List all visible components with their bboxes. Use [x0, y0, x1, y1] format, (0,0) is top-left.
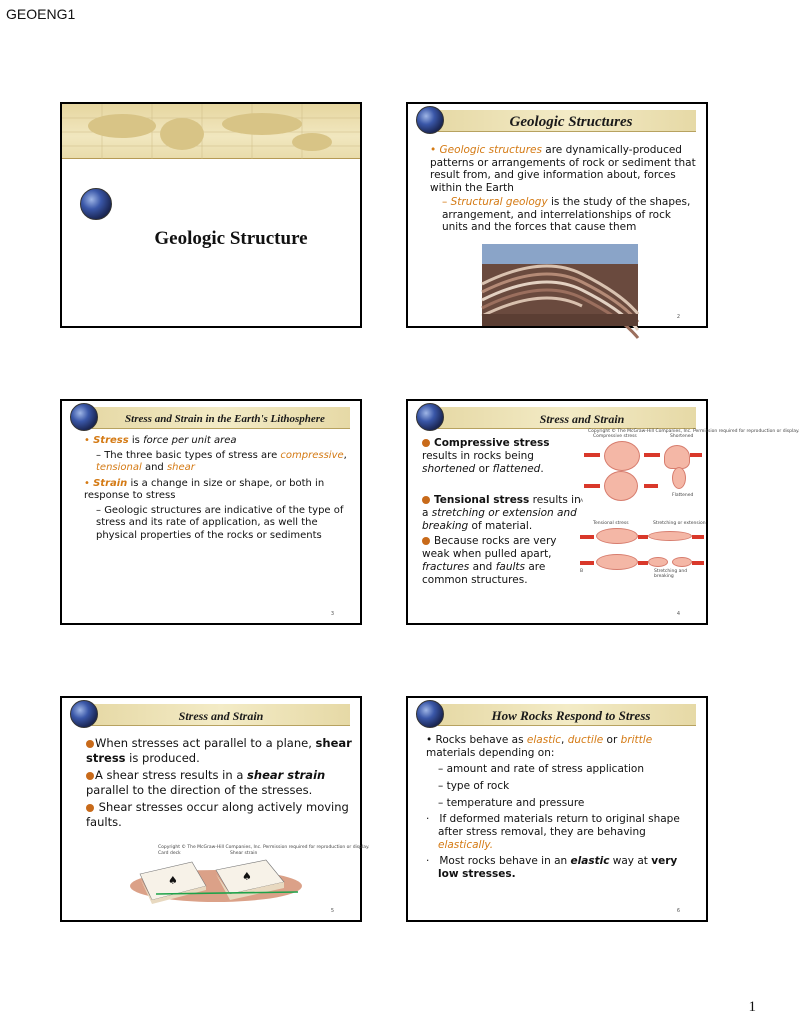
folded-rock-photo [482, 244, 638, 326]
svg-text:♠: ♠ [242, 870, 252, 883]
rock-sample-stretched [648, 531, 692, 541]
rock-sample [604, 441, 640, 471]
slide-body [430, 144, 700, 234]
sub-bullet-item: – amount and rate of stress application [438, 763, 644, 775]
bullet-item: When stresses act parallel to a plane, shear stress is produced. [86, 736, 352, 765]
slide-number: 3 [330, 611, 334, 617]
figure-label-breaking: Stretching and breaking [654, 569, 688, 579]
slide-number: 5 [330, 908, 334, 914]
slide-2 [406, 102, 708, 328]
rock-sample [604, 471, 638, 501]
slide-title: Stress and Strain [178, 709, 264, 723]
bullet-item: · Most rocks behave in an elastic way at very low stresses. [426, 855, 678, 880]
sub-bullet-item: – Geologic structures are indicative of the type of stress and its rate of application, as well the physical properties of the rocks or sediments [96, 504, 344, 541]
slide-1 [60, 102, 362, 328]
slide-5 [60, 696, 370, 922]
figure-label-a: A [580, 499, 584, 504]
slide-title: Stress and Strain in the Earth's Lithosphere [125, 413, 325, 425]
stress-arrow [690, 453, 702, 457]
slide-body [84, 435, 354, 542]
svg-text:♠: ♠ [168, 874, 178, 887]
sub-bullet-item: – The three basic types of stress are compressive, tensional and shear [96, 449, 347, 473]
slide-body [426, 734, 701, 881]
figure-label-stretching: Stretching or extension [653, 521, 706, 526]
stress-arrow [692, 535, 704, 539]
slide-4 [406, 399, 799, 625]
bullet-item: Shear stresses occur along actively moving faults. [86, 800, 349, 829]
stress-arrow [580, 561, 594, 565]
bullet-item: • Strain is a change in size or shape, or both in response to stress [84, 477, 325, 501]
figure-label-shear-strain: Shear strain [230, 851, 258, 856]
globe-icon [416, 403, 444, 431]
globe-icon [70, 700, 98, 728]
slide-number: 2 [676, 314, 680, 320]
slide-title: Stress and Strain [539, 412, 625, 426]
globe-icon [416, 700, 444, 728]
map-banner [62, 104, 360, 159]
rock-sample-flattened [672, 467, 686, 489]
page-number: 1 [748, 999, 756, 1015]
stress-arrow [644, 484, 658, 488]
bullet-item: Because rocks are very weak when pulled apart, fractures and faults are common structures. [422, 535, 557, 586]
rock-sample-broken [672, 557, 692, 567]
slide-title: How Rocks Respond to Stress [491, 708, 651, 723]
figure-label-b: B [580, 569, 584, 574]
slide-body [422, 437, 582, 587]
bullet-item: A shear stress results in a shear strain parallel to the direction of the stresses. [86, 768, 326, 797]
slide-number: 4 [676, 611, 680, 617]
slide-title: Geologic Structures [509, 114, 633, 130]
figure-copyright: Copyright © The McGraw-Hill Companies, Inc. Permission required for reproduction or display. [588, 429, 799, 434]
stress-arrow [644, 453, 660, 457]
bullet-item: Tensional stress results in a stretching or extension and breaking of material. [422, 494, 581, 532]
document-header: GEOENG1 [6, 6, 76, 22]
figure-label-shortened: Shortened [670, 434, 694, 439]
rock-sample [596, 554, 638, 570]
world-map-graphic [62, 104, 360, 159]
globe-icon [80, 188, 112, 220]
stress-arrow [584, 453, 600, 457]
slide-number: 6 [676, 908, 680, 914]
rock-sample [596, 528, 638, 544]
stress-arrow [638, 535, 648, 539]
slide-body [86, 736, 356, 829]
figure-label-card-deck: Card deck [158, 851, 181, 856]
figure-label-tensional: Tensional stress [593, 521, 629, 526]
bullet-item: • Stress is force per unit area [84, 435, 237, 446]
globe-icon [416, 106, 444, 134]
rock-sample-shortened [664, 445, 690, 469]
figure-label-flattened: Flattened [672, 493, 694, 498]
bullet-item: · If deformed materials return to original shape after stress removal, they are behaving elastically. [426, 813, 680, 851]
stress-arrow [584, 484, 600, 488]
card-deck-illustration [126, 856, 306, 906]
globe-icon [70, 403, 98, 431]
bullet-item: • Rocks behave as elastic, ductile or brittle materials depending on: [426, 734, 653, 759]
stress-arrow [692, 561, 704, 565]
slide-title: Geologic Structure [154, 228, 308, 249]
sub-bullet-item: – type of rock [438, 780, 510, 792]
stress-arrow [638, 561, 648, 565]
rock-sample-broken [648, 557, 668, 567]
sub-bullet-item: – temperature and pressure [438, 797, 585, 809]
figure-copyright: Copyright © The McGraw-Hill Companies, Inc. Permission required for reproduction or display. [158, 845, 370, 850]
stress-arrow [580, 535, 594, 539]
bullet-item: • Geologic structures are dynamically-produced patterns or arrangements of rock or sediment that result from, and give information about, forces within the Earth [430, 144, 696, 194]
bullet-item: Compressive stress results in rocks being shortened or flattened. [422, 437, 550, 475]
figure-label-compressive: Compressive stress [593, 434, 637, 439]
slide-3 [60, 399, 362, 625]
slide-6 [406, 696, 708, 922]
sub-bullet-item: – Structural geology is the study of the shapes, arrangement, and interrelationships of rock units and the forces that cause them [442, 196, 691, 233]
